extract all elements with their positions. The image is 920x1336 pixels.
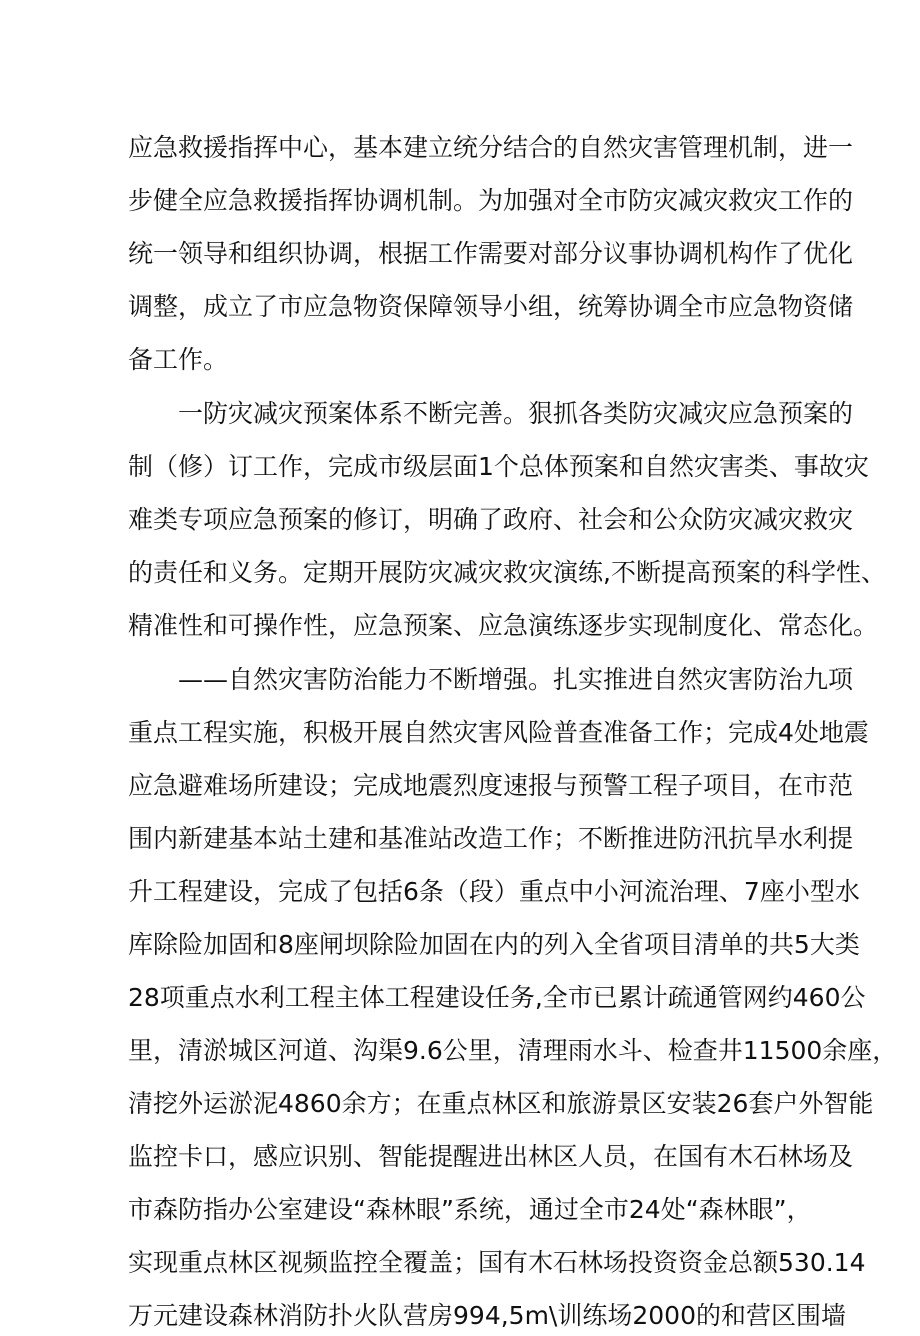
text-line: 库除险加固和8座闸坝除险加固在内的列入全省项目清单的共5大类: [128, 930, 860, 959]
text-line: 调整，成立了市应急物资保障领导小组，统筹协调全市应急物资储: [128, 292, 854, 321]
paragraph-heading-line: ——自然灾害防治能力不断增强。扎实推进自然灾害防治九项: [178, 665, 854, 694]
text-line: 步健全应急救援指挥协调机制。为加强对全市防灾减灾救灾工作的: [128, 186, 854, 215]
text-line: 市森防指办公室建设“森林眼”系统，通过全市24处“森林眼”，: [128, 1195, 812, 1224]
text-line: 重点工程实施，积极开展自然灾害风险普查准备工作；完成4处地震: [128, 718, 869, 747]
text-line: 里，清淤城区河道、沟渠9.6公里，清理雨水斗、检查井11500余座，: [128, 1036, 898, 1065]
text-line: 28项重点水利工程主体工程建设任务,全市已累计疏通管网约460公: [128, 983, 866, 1012]
text-line: 万元建设森林消防扑火队营房994,5m\训练场2000的和营区围墙: [128, 1301, 846, 1330]
text-line: 应急避难场所建设；完成地震烈度速报与预警工程子项目，在市范: [128, 771, 854, 800]
text-line: 的责任和义务。定期开展防灾减灾救灾演练,不断提高预案的科学性、: [128, 558, 886, 587]
paragraph-heading-line: 一防灾减灾预案体系不断完善。狠抓各类防灾减灾应急预案的: [178, 399, 854, 428]
text-line: 精准性和可操作性，应急预案、应急演练逐步实现制度化、常态化。: [128, 611, 879, 640]
text-line: 制（修）订工作，完成市级层面1个总体预案和自然灾害类、事故灾: [128, 452, 869, 481]
text-line: 统一领导和组织协调，根据工作需要对部分议事协调机构作了优化: [128, 239, 854, 268]
text-line: 升工程建设，完成了包括6条（段）重点中小河流治理、7座小型水: [128, 877, 860, 906]
text-line: 应急救援指挥中心，基本建立统分结合的自然灾害管理机制，进一: [128, 133, 854, 162]
text-line: 实现重点林区视频监控全覆盖；国有木石林场投资资金总额530.14: [128, 1248, 866, 1277]
text-line: 清挖外运淤泥4860余方；在重点林区和旅游景区安装26套户外智能: [128, 1089, 874, 1118]
text-line: 备工作。: [128, 345, 229, 374]
text-line: 监控卡口，感应识别、智能提醒进出林区人员，在国有木石林场及: [128, 1142, 854, 1171]
text-line: 难类专项应急预案的修订，明确了政府、社会和公众防灾减灾救灾: [128, 505, 854, 534]
text-line: 围内新建基本站土建和基准站改造工作；不断推进防汛抗旱水利提: [128, 824, 854, 853]
